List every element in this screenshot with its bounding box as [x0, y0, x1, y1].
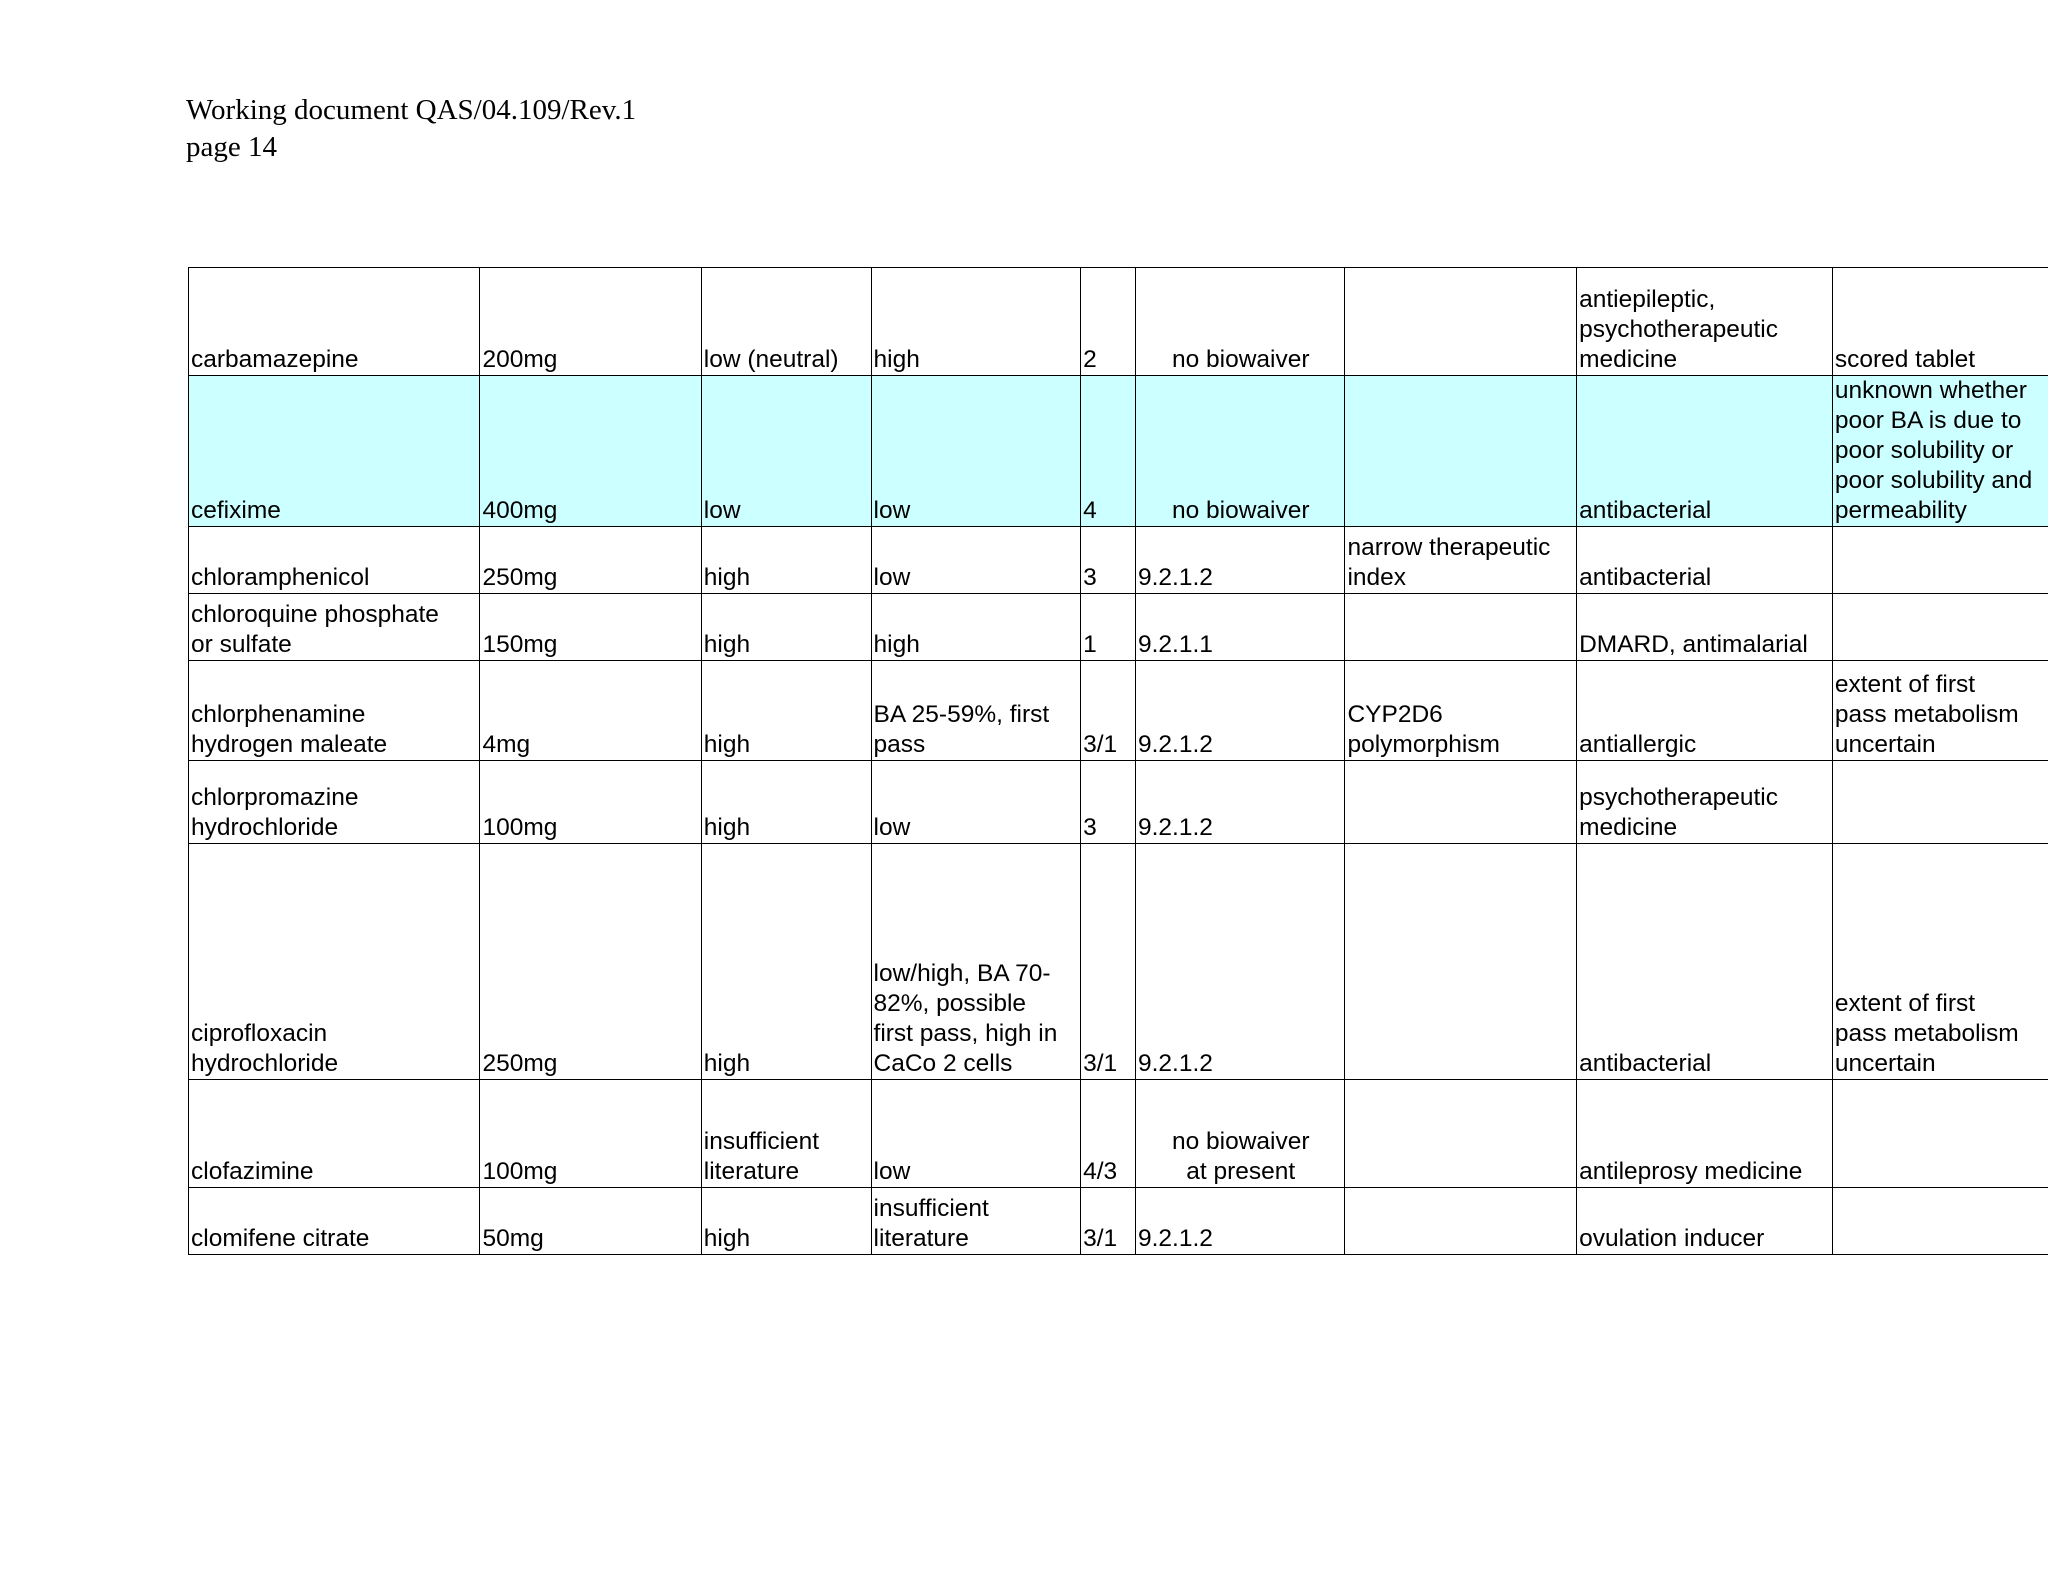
- bcs-class-cell: 3: [1081, 761, 1136, 844]
- table-row: [189, 761, 2048, 844]
- permeability-cell: BA 25-59%, first pass: [871, 661, 1081, 761]
- strength-cell: 50mg: [480, 1188, 701, 1255]
- solubility-cell: high: [701, 527, 871, 594]
- comments-cell: scored tablet: [1832, 268, 2048, 376]
- medicines-table: [188, 267, 2048, 1255]
- permeability-cell: low/high, BA 70- 82%, possible first pass, high in CaCo 2 cells: [871, 844, 1081, 1080]
- strength-cell: 200mg: [480, 268, 701, 376]
- strength-cell: 250mg: [480, 844, 701, 1080]
- biowaiver-cell: 9.2.1.2: [1135, 661, 1345, 761]
- indication-cell: antibacterial: [1577, 844, 1833, 1080]
- table-row: [189, 594, 2048, 661]
- comments-cell: [1832, 594, 2048, 661]
- indication-cell: antiepileptic, psychotherapeutic medicine: [1577, 268, 1833, 376]
- strength-cell: 400mg: [480, 376, 701, 527]
- strength-cell: 4mg: [480, 661, 701, 761]
- table-row-highlighted: [189, 376, 2048, 527]
- indication-cell: psychotherapeutic medicine: [1577, 761, 1833, 844]
- risk-cell: narrow therapeutic index: [1345, 527, 1577, 594]
- medicine-name-cell: chloramphenicol: [189, 527, 480, 594]
- risk-cell: [1345, 376, 1577, 527]
- table-row: [189, 1080, 2048, 1188]
- page-header: [186, 92, 636, 166]
- biowaiver-cell: 9.2.1.2: [1135, 761, 1345, 844]
- medicine-name-cell: chloroquine phosphate or sulfate: [189, 594, 480, 661]
- strength-cell: 100mg: [480, 761, 701, 844]
- table-row: [189, 844, 2048, 1080]
- risk-cell: [1345, 1188, 1577, 1255]
- comments-cell: [1832, 1080, 2048, 1188]
- permeability-cell: high: [871, 268, 1081, 376]
- indication-cell: antibacterial: [1577, 527, 1833, 594]
- risk-cell: [1345, 761, 1577, 844]
- solubility-cell: low (neutral): [701, 268, 871, 376]
- solubility-cell: high: [701, 761, 871, 844]
- medicine-name-cell: carbamazepine: [189, 268, 480, 376]
- risk-cell: [1345, 268, 1577, 376]
- biowaiver-cell: no biowaiver: [1135, 268, 1345, 376]
- bcs-class-cell: 3/1: [1081, 661, 1136, 761]
- medicine-name-cell: chlorpromazine hydrochloride: [189, 761, 480, 844]
- biowaiver-cell: no biowaiver at present: [1135, 1080, 1345, 1188]
- indication-cell: antibacterial: [1577, 376, 1833, 527]
- strength-cell: 100mg: [480, 1080, 701, 1188]
- solubility-cell: high: [701, 661, 871, 761]
- table-row: [189, 661, 2048, 761]
- permeability-cell: low: [871, 761, 1081, 844]
- risk-cell: [1345, 844, 1577, 1080]
- biowaiver-cell: 9.2.1.2: [1135, 527, 1345, 594]
- risk-cell: CYP2D6 polymorphism: [1345, 661, 1577, 761]
- risk-cell: [1345, 1080, 1577, 1188]
- bcs-class-cell: 3: [1081, 527, 1136, 594]
- comments-cell: extent of first pass metabolism uncertain: [1832, 844, 2048, 1080]
- permeability-cell: low: [871, 527, 1081, 594]
- bcs-class-cell: 1: [1081, 594, 1136, 661]
- solubility-cell: insufficient literature: [701, 1080, 871, 1188]
- permeability-cell: high: [871, 594, 1081, 661]
- risk-cell: [1345, 594, 1577, 661]
- table-row: [189, 1188, 2048, 1255]
- table-body: [189, 268, 2048, 1255]
- permeability-cell: low: [871, 376, 1081, 527]
- bcs-class-cell: 4/3: [1081, 1080, 1136, 1188]
- medicine-name-cell: ciprofloxacin hydrochloride: [189, 844, 480, 1080]
- bcs-class-cell: 2: [1081, 268, 1136, 376]
- solubility-cell: high: [701, 1188, 871, 1255]
- indication-cell: antiallergic: [1577, 661, 1833, 761]
- comments-cell: [1832, 761, 2048, 844]
- comments-cell: extent of first pass metabolism uncertain: [1832, 661, 2048, 761]
- biowaiver-cell: 9.2.1.1: [1135, 594, 1345, 661]
- medicine-name-cell: clomifene citrate: [189, 1188, 480, 1255]
- biowaiver-cell: 9.2.1.2: [1135, 1188, 1345, 1255]
- permeability-cell: insufficient literature: [871, 1188, 1081, 1255]
- indication-cell: ovulation inducer: [1577, 1188, 1833, 1255]
- biowaiver-cell: 9.2.1.2: [1135, 844, 1345, 1080]
- medicine-name-cell: clofazimine: [189, 1080, 480, 1188]
- bcs-class-cell: 3/1: [1081, 1188, 1136, 1255]
- indication-cell: antileprosy medicine: [1577, 1080, 1833, 1188]
- bcs-class-cell: 3/1: [1081, 844, 1136, 1080]
- comments-cell: unknown whether poor BA is due to poor solubility or poor solubility and permeability: [1832, 376, 2048, 527]
- strength-cell: 150mg: [480, 594, 701, 661]
- medicine-name-cell: cefixime: [189, 376, 480, 527]
- indication-cell: DMARD, antimalarial: [1577, 594, 1833, 661]
- comments-cell: [1832, 1188, 2048, 1255]
- solubility-cell: high: [701, 594, 871, 661]
- solubility-cell: low: [701, 376, 871, 527]
- permeability-cell: low: [871, 1080, 1081, 1188]
- page-number: page 14: [186, 131, 277, 163]
- comments-cell: [1832, 527, 2048, 594]
- table-row: [189, 527, 2048, 594]
- biowaiver-cell: no biowaiver: [1135, 376, 1345, 527]
- bcs-class-cell: 4: [1081, 376, 1136, 527]
- table-row: [189, 268, 2048, 376]
- strength-cell: 250mg: [480, 527, 701, 594]
- medicine-name-cell: chlorphenamine hydrogen maleate: [189, 661, 480, 761]
- document-title: Working document QAS/04.109/Rev.1: [186, 94, 637, 126]
- solubility-cell: high: [701, 844, 871, 1080]
